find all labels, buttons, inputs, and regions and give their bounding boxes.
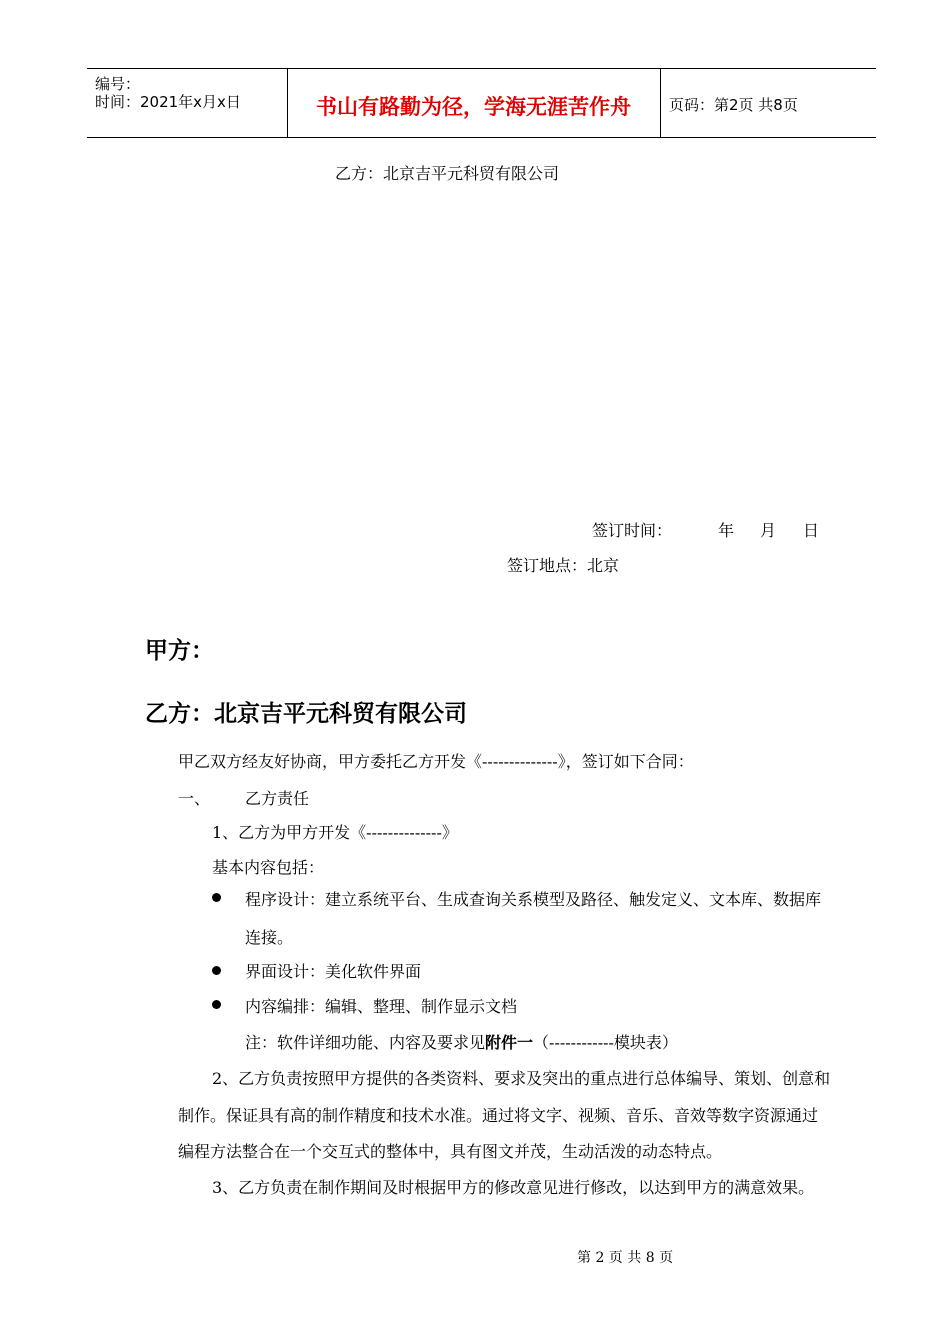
sign-year: 年 xyxy=(718,521,735,540)
bullet-dot xyxy=(212,966,221,975)
time-label: 时间：2021年x月x日 xyxy=(95,93,241,111)
sign-month: 月 xyxy=(760,521,777,540)
basic-content-label: 基本内容包括： xyxy=(212,858,325,877)
note-prefix: 注：软件详细功能、内容及要求见 xyxy=(245,1033,486,1052)
header-table xyxy=(87,68,876,138)
bullet-dot xyxy=(212,1000,221,1009)
intro-paragraph: 甲乙双方经友好协商，甲方委托乙方开发《--------------》，签订如下合同： xyxy=(178,752,694,771)
number-label: 编号： xyxy=(95,75,141,93)
bullet-item-content-layout: 内容编排：编辑、整理、制作显示文档 xyxy=(245,997,518,1016)
note-suffix: （------------模块表） xyxy=(533,1033,678,1052)
page-footer: 第 2 页 共 8 页 xyxy=(577,1250,674,1266)
sign-day: 日 xyxy=(803,521,820,540)
party-a-heading: 甲方： xyxy=(145,638,214,664)
header-left-cell xyxy=(87,69,288,137)
section1-title: 乙方责任 xyxy=(245,789,310,808)
item2-line3: 编程方法整合在一个交互式的整体中，具有图文并茂，生动活泼的动态特点。 xyxy=(178,1142,723,1161)
bullet-item-ui-design: 界面设计：美化软件界面 xyxy=(245,962,422,981)
motto-text: 书山有路勤为径，学海无涯苦作舟 xyxy=(316,95,631,119)
header-right-cell xyxy=(661,69,876,137)
sign-time-label: 签订时间： xyxy=(592,521,673,540)
party-b-heading: 乙方：北京吉平元科贸有限公司 xyxy=(145,701,467,727)
attachment-note xyxy=(245,1030,678,1053)
item3-text: 3、乙方负责在制作期间及时根据甲方的修改意见进行修改，以达到甲方的满意效果。 xyxy=(212,1178,815,1197)
bullet-item-continuation: 连接。 xyxy=(245,928,294,947)
sign-place: 签订地点：北京 xyxy=(507,556,620,575)
item1-text: 1、乙方为甲方开发《--------------》 xyxy=(212,823,458,842)
bullet-dot xyxy=(212,893,221,902)
page-label: 页码：第2页 共8页 xyxy=(669,96,798,114)
cover-party-b: 乙方：北京吉平元科贸有限公司 xyxy=(335,164,560,183)
item2-line1: 2、乙方负责按照甲方提供的各类资料、要求及突出的重点进行总体编导、策划、创意和 xyxy=(212,1069,831,1088)
item2-line2: 制作。保证具有高的制作精度和技术水准。通过将文字、视频、音乐、音效等数字资源通过 xyxy=(178,1106,819,1125)
note-attachment-ref: 附件一 xyxy=(485,1033,534,1052)
header-middle-cell xyxy=(287,69,661,137)
bullet-item-program-design: 程序设计：建立系统平台、生成查询关系模型及路径、触发定义、文本库、数据库 xyxy=(245,890,822,909)
section1-number: 一、 xyxy=(178,789,211,808)
